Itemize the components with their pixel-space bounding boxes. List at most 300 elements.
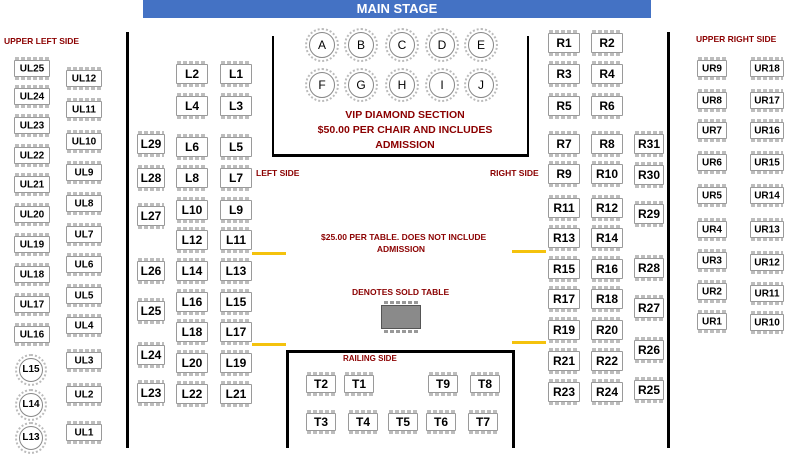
table-ul4[interactable] — [66, 317, 102, 334]
chairs — [635, 278, 663, 281]
table-r18[interactable] — [591, 289, 623, 309]
table-r11[interactable] — [548, 198, 580, 218]
table-label: R9 — [556, 167, 572, 181]
table-r4[interactable] — [591, 64, 623, 84]
table-label: L9 — [228, 203, 243, 217]
table-l17[interactable] — [220, 322, 252, 342]
chairs — [67, 284, 101, 287]
table-l21[interactable] — [220, 384, 252, 404]
table-ur13[interactable] — [750, 221, 784, 238]
table-ur1[interactable] — [697, 313, 727, 330]
chairs — [592, 225, 622, 228]
table-l18[interactable] — [176, 322, 208, 342]
table-label: R3 — [556, 67, 572, 81]
chairs — [221, 404, 251, 407]
table-label: UR10 — [754, 317, 780, 328]
table-l2[interactable] — [176, 64, 208, 84]
table-label: UL21 — [19, 179, 45, 190]
chairs — [635, 255, 663, 258]
chairs — [592, 286, 622, 289]
table-label: R2 — [599, 36, 615, 50]
chairs — [698, 77, 726, 80]
chairs — [592, 116, 622, 119]
table-l5[interactable] — [220, 137, 252, 157]
table-label: L14 — [181, 264, 203, 278]
chairs — [221, 188, 251, 191]
table-label: L1 — [228, 67, 243, 81]
table-label: R18 — [595, 292, 618, 306]
table-ur10[interactable] — [750, 314, 784, 331]
table-l20[interactable] — [176, 353, 208, 373]
table-ul17[interactable] — [14, 296, 50, 313]
chairs — [67, 383, 101, 386]
table-r15[interactable] — [548, 259, 580, 279]
table-price-text — [321, 231, 487, 255]
chairs — [592, 131, 622, 134]
table-ur5[interactable] — [697, 187, 727, 204]
chairs — [307, 431, 335, 434]
table-label: R21 — [552, 354, 575, 368]
table-label: UL11 — [72, 104, 96, 115]
chairs — [221, 342, 251, 345]
table-l23[interactable] — [137, 383, 165, 403]
chairs — [67, 181, 101, 184]
table-ul20[interactable] — [14, 206, 50, 223]
table-j[interactable]: J — [468, 72, 494, 98]
chairs — [389, 410, 417, 413]
table-t6[interactable] — [426, 413, 456, 431]
table-label: R5 — [556, 99, 572, 113]
chairs — [221, 350, 251, 353]
table-label: T5 — [395, 415, 410, 429]
chairs — [67, 273, 101, 276]
table-l27[interactable] — [137, 206, 165, 226]
table-label: L22 — [181, 387, 203, 401]
table-a[interactable]: A — [309, 32, 335, 58]
table-label: UL10 — [71, 136, 97, 147]
chairs — [177, 258, 207, 261]
vip-price: $50.00 PER CHAIR AND INCLUDES — [317, 124, 493, 136]
upper-left-side-label: UPPER LEFT SIDE — [4, 36, 80, 46]
table-label: UR9 — [701, 63, 722, 74]
table-ul3[interactable] — [66, 352, 102, 369]
table-l4[interactable] — [176, 96, 208, 116]
table-d[interactable]: D — [429, 32, 455, 58]
chairs — [138, 342, 164, 345]
chairs — [751, 151, 783, 154]
table-ul25[interactable] — [14, 60, 50, 77]
table-ul22[interactable] — [14, 147, 50, 164]
chairs — [67, 369, 101, 372]
chairs — [592, 195, 622, 198]
table-l8[interactable] — [176, 168, 208, 188]
table-label: L26 — [140, 264, 162, 278]
table-r7[interactable] — [548, 134, 580, 154]
chairs — [307, 372, 335, 375]
table-ur16[interactable] — [750, 122, 784, 139]
table-label: L24 — [140, 348, 162, 362]
table-label: UL5 — [74, 290, 94, 301]
table-l22[interactable] — [176, 384, 208, 404]
chairs — [698, 310, 726, 313]
chairs — [67, 314, 101, 317]
table-l15[interactable] — [220, 292, 252, 312]
chairs — [221, 165, 251, 168]
table-l1[interactable] — [220, 64, 252, 84]
table-r13[interactable] — [548, 228, 580, 248]
table-label: L19 — [225, 356, 247, 370]
table-l11[interactable] — [220, 230, 252, 250]
table-label: L17 — [225, 325, 247, 339]
table-ur2[interactable] — [697, 283, 727, 300]
sold-table-legend-label: DENOTES SOLD TABLE — [352, 287, 450, 297]
table-price-line2: ADMISSION — [376, 244, 426, 254]
chairs — [15, 77, 49, 80]
chairs — [138, 403, 164, 406]
chairs — [349, 410, 377, 413]
table-g[interactable]: G — [348, 72, 374, 98]
chairs — [592, 154, 622, 157]
chairs — [177, 281, 207, 284]
chairs — [389, 431, 417, 434]
chairs — [549, 225, 579, 228]
table-t9[interactable] — [428, 375, 458, 393]
chairs — [635, 400, 663, 403]
table-label: T9 — [435, 377, 450, 391]
table-ur6[interactable] — [697, 154, 727, 171]
table-label: R28 — [637, 261, 660, 275]
yellow-marker-right-lower — [512, 341, 546, 344]
chairs — [177, 84, 207, 87]
table-r16[interactable] — [591, 259, 623, 279]
table-l29[interactable] — [137, 134, 165, 154]
table-label: UL17 — [19, 299, 45, 310]
table-label: UL20 — [19, 209, 45, 220]
table-r17[interactable] — [548, 289, 580, 309]
table-r28[interactable] — [634, 258, 664, 278]
table-label: R30 — [637, 168, 660, 182]
railing-side-label: RAILING SIDE — [343, 354, 397, 363]
table-ul11[interactable] — [66, 101, 102, 118]
chairs — [549, 195, 579, 198]
chairs — [15, 57, 49, 60]
chairs — [177, 312, 207, 315]
table-l6[interactable] — [176, 137, 208, 157]
chairs — [427, 410, 455, 413]
table-label: UR1 — [701, 316, 722, 327]
table-l14[interactable]: L14 — [19, 393, 43, 417]
chairs — [549, 93, 579, 96]
chairs — [67, 349, 101, 352]
table-l10[interactable] — [176, 200, 208, 220]
table-ur11[interactable] — [750, 285, 784, 302]
chairs — [15, 134, 49, 137]
table-t4[interactable] — [348, 413, 378, 431]
chairs — [698, 204, 726, 207]
table-label: R17 — [552, 292, 575, 306]
table-i[interactable]: I — [429, 72, 455, 98]
table-ur8[interactable] — [697, 92, 727, 109]
table-label: L27 — [140, 209, 162, 223]
chairs — [221, 134, 251, 137]
table-ul5[interactable] — [66, 287, 102, 304]
table-b[interactable]: B — [348, 32, 374, 58]
table-l3[interactable] — [220, 96, 252, 116]
table-label: UL12 — [71, 73, 97, 84]
right-wall — [667, 32, 670, 448]
table-label: UL22 — [19, 150, 45, 161]
table-label: L5 — [228, 140, 243, 154]
table-r1[interactable] — [548, 33, 580, 53]
chairs — [592, 218, 622, 221]
table-ul2[interactable] — [66, 386, 102, 403]
chairs — [751, 139, 783, 142]
table-ul7[interactable] — [66, 226, 102, 243]
table-r23[interactable] — [548, 382, 580, 402]
table-r29[interactable] — [634, 204, 664, 224]
table-ur9[interactable] — [697, 60, 727, 77]
table-h[interactable]: H — [389, 72, 415, 98]
table-e[interactable]: E — [468, 32, 494, 58]
chairs — [471, 393, 499, 396]
table-ul23[interactable] — [14, 117, 50, 134]
upper-right-side-label: UPPER RIGHT SIDE — [696, 34, 777, 44]
chairs — [221, 116, 251, 119]
chairs — [471, 372, 499, 375]
chairs — [177, 93, 207, 96]
table-l25[interactable] — [137, 301, 165, 321]
table-label: UR6 — [701, 157, 722, 168]
chairs — [15, 323, 49, 326]
table-ur15[interactable] — [750, 154, 784, 171]
chairs — [635, 318, 663, 321]
table-ur4[interactable] — [697, 221, 727, 238]
sold-table-legend-icon — [381, 305, 421, 329]
table-label: UL19 — [19, 239, 45, 250]
table-l28[interactable] — [137, 168, 165, 188]
table-r24[interactable] — [591, 382, 623, 402]
table-label: L20 — [181, 356, 203, 370]
table-t5[interactable] — [388, 413, 418, 431]
table-l9[interactable] — [220, 200, 252, 220]
chairs — [469, 431, 497, 434]
table-r8[interactable] — [591, 134, 623, 154]
table-label: L25 — [140, 304, 162, 318]
table-label: UR18 — [754, 63, 780, 74]
table-ul24[interactable] — [14, 88, 50, 105]
chairs — [307, 393, 335, 396]
chairs — [15, 105, 49, 108]
table-ul18[interactable] — [14, 266, 50, 283]
chairs — [177, 220, 207, 223]
table-r25[interactable] — [634, 380, 664, 400]
table-label: R7 — [556, 137, 572, 151]
table-l14[interactable] — [176, 261, 208, 281]
table-r27[interactable] — [634, 298, 664, 318]
table-l7[interactable] — [220, 168, 252, 188]
chairs — [15, 173, 49, 176]
table-r6[interactable] — [591, 96, 623, 116]
chairs — [751, 119, 783, 122]
table-r14[interactable] — [591, 228, 623, 248]
table-label: UL2 — [74, 389, 94, 400]
table-label: UL23 — [19, 120, 45, 131]
table-label: L4 — [184, 99, 199, 113]
chairs — [592, 53, 622, 56]
table-label: R20 — [595, 323, 618, 337]
chairs — [15, 164, 49, 167]
table-r19[interactable] — [548, 320, 580, 340]
table-r10[interactable] — [591, 164, 623, 184]
table-r9[interactable] — [548, 164, 580, 184]
vip-left-rail — [272, 36, 274, 156]
table-ul9[interactable] — [66, 164, 102, 181]
table-label: T4 — [355, 415, 370, 429]
table-label: R31 — [637, 137, 660, 151]
table-l13[interactable]: L13 — [19, 426, 43, 450]
chairs — [177, 342, 207, 345]
chairs — [698, 249, 726, 252]
table-ur7[interactable] — [697, 122, 727, 139]
table-ul19[interactable] — [14, 236, 50, 253]
vip-right-rail — [527, 36, 529, 156]
table-label: UR7 — [701, 125, 722, 136]
table-l13[interactable] — [220, 261, 252, 281]
chairs — [177, 319, 207, 322]
chairs — [592, 348, 622, 351]
table-t1[interactable] — [344, 375, 374, 393]
chairs — [15, 193, 49, 196]
table-ur3[interactable] — [697, 252, 727, 269]
chairs — [698, 89, 726, 92]
chairs — [469, 410, 497, 413]
table-l12[interactable] — [176, 230, 208, 250]
chairs — [549, 371, 579, 374]
table-t8[interactable] — [470, 375, 500, 393]
table-ur18[interactable] — [750, 60, 784, 77]
chairs — [67, 150, 101, 153]
table-label: T3 — [313, 415, 328, 429]
table-label: R26 — [637, 343, 660, 357]
chairs — [698, 269, 726, 272]
chairs — [67, 334, 101, 337]
chairs — [138, 298, 164, 301]
table-c[interactable]: C — [389, 32, 415, 58]
table-label: UR13 — [754, 224, 780, 235]
table-label: T7 — [475, 415, 490, 429]
chairs — [635, 154, 663, 157]
table-t7[interactable] — [468, 413, 498, 431]
table-label: UR14 — [754, 190, 780, 201]
chairs — [345, 393, 373, 396]
chairs — [592, 340, 622, 343]
chairs — [177, 373, 207, 376]
table-ur14[interactable] — [750, 187, 784, 204]
table-r22[interactable] — [591, 351, 623, 371]
chairs — [138, 203, 164, 206]
chairs — [698, 218, 726, 221]
vip-admission: ADMISSION — [375, 139, 435, 151]
chairs — [67, 161, 101, 164]
table-label: L10 — [181, 203, 203, 217]
table-r2[interactable] — [591, 33, 623, 53]
table-label: UR11 — [754, 288, 780, 299]
table-label: R16 — [595, 262, 618, 276]
table-r31[interactable] — [634, 134, 664, 154]
chairs — [221, 312, 251, 315]
table-label: R10 — [595, 167, 618, 181]
table-l15[interactable]: L15 — [19, 358, 43, 382]
chairs — [67, 67, 101, 70]
chairs — [67, 130, 101, 133]
table-label: UL16 — [19, 329, 45, 340]
chairs — [751, 271, 783, 274]
chairs — [549, 309, 579, 312]
chairs — [67, 304, 101, 307]
table-ul21[interactable] — [14, 176, 50, 193]
table-t3[interactable] — [306, 413, 336, 431]
chairs — [429, 372, 457, 375]
table-ul8[interactable] — [66, 195, 102, 212]
table-label: R23 — [552, 385, 575, 399]
chairs — [698, 171, 726, 174]
chairs — [549, 30, 579, 33]
table-r20[interactable] — [591, 320, 623, 340]
table-l26[interactable] — [137, 261, 165, 281]
table-t2[interactable] — [306, 375, 336, 393]
chairs — [221, 250, 251, 253]
table-label: L15 — [225, 295, 247, 309]
chairs — [635, 162, 663, 165]
table-r21[interactable] — [548, 351, 580, 371]
chairs — [221, 93, 251, 96]
table-ul10[interactable] — [66, 133, 102, 150]
table-l19[interactable] — [220, 353, 252, 373]
chairs — [138, 258, 164, 261]
chairs — [549, 116, 579, 119]
chairs — [751, 238, 783, 241]
chairs — [549, 348, 579, 351]
chairs — [177, 381, 207, 384]
chairs — [221, 220, 251, 223]
chairs — [751, 204, 783, 207]
table-ul16[interactable] — [14, 326, 50, 343]
chairs — [15, 343, 49, 346]
table-r12[interactable] — [591, 198, 623, 218]
table-label: L11 — [225, 233, 246, 247]
table-ur12[interactable] — [750, 254, 784, 271]
table-l24[interactable] — [137, 345, 165, 365]
table-label: R13 — [552, 231, 575, 245]
table-r26[interactable] — [634, 340, 664, 360]
right-side-label: RIGHT SIDE — [490, 168, 539, 178]
table-r5[interactable] — [548, 96, 580, 116]
chairs — [221, 289, 251, 292]
table-l16[interactable] — [176, 292, 208, 312]
yellow-marker-left-lower — [252, 343, 286, 346]
chairs — [549, 84, 579, 87]
table-ul12[interactable] — [66, 70, 102, 87]
table-ul6[interactable] — [66, 256, 102, 273]
table-r30[interactable] — [634, 165, 664, 185]
chairs — [751, 89, 783, 92]
table-r3[interactable] — [548, 64, 580, 84]
table-f[interactable]: F — [309, 72, 335, 98]
table-ur17[interactable] — [750, 92, 784, 109]
chairs — [751, 302, 783, 305]
table-label: UL9 — [74, 167, 94, 178]
table-ul1[interactable] — [66, 424, 102, 441]
